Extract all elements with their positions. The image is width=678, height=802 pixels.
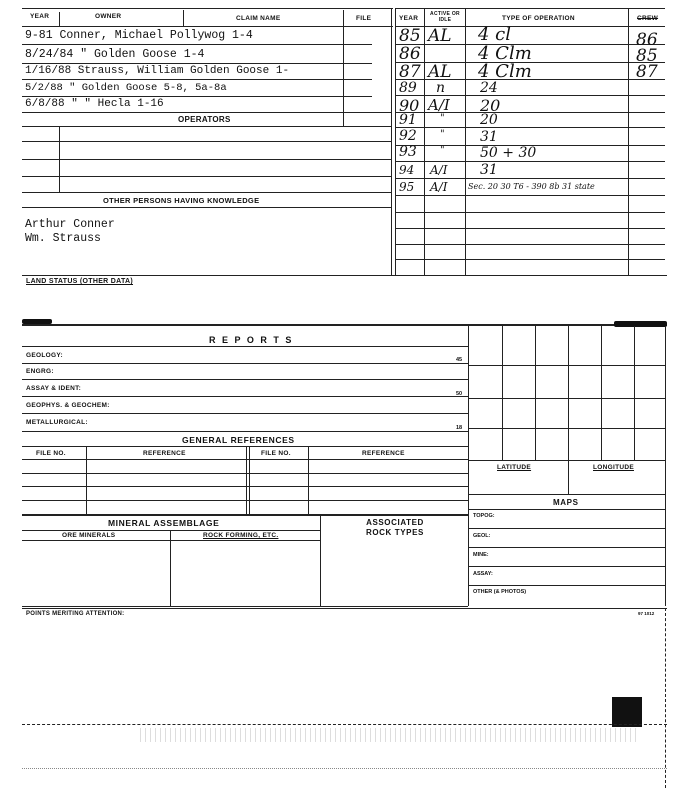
activity-year-91: 91 xyxy=(399,112,417,128)
activity-type-95: Sec. 20 30 T6 - 390 8b 31 state xyxy=(468,182,595,191)
report-num-45: 45 xyxy=(456,357,463,363)
activity-status-93: " xyxy=(440,145,445,156)
header-active-or-idle: ACTIVE OR IDLE xyxy=(430,11,460,23)
owner-row-5: 6/8/88 " " Hecla 1-16 xyxy=(25,98,164,110)
maps-title: MAPS xyxy=(553,498,579,507)
activity-year-89: 89 xyxy=(399,80,417,96)
report-row-assay: ASSAY & IDENT: xyxy=(26,385,82,392)
owner-row-2: 8/24/84 " Golden Goose 1-4 xyxy=(25,48,205,61)
activity-status-89: n xyxy=(436,80,446,96)
rock-forming-label: ROCK FORMING, ETC. xyxy=(203,532,279,539)
mineral-assemblage-title: MINERAL ASSEMBLAGE xyxy=(108,518,220,528)
activity-year-86: 86 xyxy=(399,44,421,64)
header-file: FILE xyxy=(356,15,372,22)
report-num-18: 18 xyxy=(456,425,463,431)
activity-type-86: 4 Clm xyxy=(478,43,532,64)
activity-crew-87: 87 xyxy=(636,62,658,82)
gr-header-reference-2: REFERENCE xyxy=(362,450,405,457)
gr-header-reference-1: REFERENCE xyxy=(143,450,186,457)
header-year-2: YEAR xyxy=(399,15,419,22)
report-row-engrg: ENGRG: xyxy=(26,368,54,375)
activity-status-94: A/I xyxy=(430,163,448,177)
activity-type-92: 31 xyxy=(480,129,498,145)
gr-header-file-no-1: FILE NO. xyxy=(36,450,66,457)
maps-other: OTHER (& PHOTOS) xyxy=(473,589,527,595)
other-person-2: Wm. Strauss xyxy=(25,232,101,245)
report-row-geology: GEOLOGY: xyxy=(26,352,63,359)
activity-year-85: 85 xyxy=(399,26,421,46)
header-claim-name: CLAIM NAME xyxy=(236,15,281,22)
report-num-50: 50 xyxy=(456,391,463,397)
activity-type-90: 20 xyxy=(480,96,501,115)
activity-status-91: " xyxy=(440,113,445,124)
operators-label: OPERATORS xyxy=(178,115,231,124)
general-references-title: GENERAL REFERENCES xyxy=(182,435,295,445)
activity-year-95: 95 xyxy=(399,180,415,194)
activity-year-93: 93 xyxy=(399,144,417,160)
report-row-metallurgical: METALLURGICAL: xyxy=(26,419,88,426)
maps-topog: TOPOG: xyxy=(473,513,495,519)
header-year: YEAR xyxy=(30,13,50,20)
activity-year-94: 94 xyxy=(399,163,415,177)
activity-status-87: AL xyxy=(428,62,452,82)
activity-status-95: A/I xyxy=(430,180,448,194)
land-status-label: LAND STATUS (OTHER DATA) xyxy=(26,278,134,285)
activity-type-85: 4 cl xyxy=(478,24,512,45)
maps-assay: ASSAY: xyxy=(473,571,493,577)
associated-rock-types: ASSOCIATED ROCK TYPES xyxy=(365,518,424,537)
report-row-geophys: GEOPHYS. & GEOCHEM: xyxy=(26,402,110,409)
other-person-1: Arthur Conner xyxy=(25,218,115,231)
activity-type-94: 31 xyxy=(480,162,498,178)
owner-row-1: 9-81 Conner, Michael Pollywog 1-4 xyxy=(25,29,253,42)
activity-status-92: " xyxy=(440,129,445,140)
header-crew: CREW xyxy=(637,15,659,22)
reports-title: R E P O R T S xyxy=(209,335,294,345)
longitude-label: LONGITUDE xyxy=(593,464,634,471)
header-owner: OWNER xyxy=(95,13,122,20)
gr-header-file-no-2: FILE NO. xyxy=(261,450,291,457)
owner-row-4: 5/2/88 " Golden Goose 5-8, 5a-8a xyxy=(25,82,227,94)
header-type-of-operation: TYPE OF OPERATION xyxy=(502,15,575,22)
activity-status-90: A/I xyxy=(428,96,450,114)
owner-row-3: 1/16/88 Strauss, William Golden Goose 1- xyxy=(25,65,290,77)
maps-geol: GEOL: xyxy=(473,533,491,539)
scan-noise xyxy=(140,728,640,742)
activity-year-90: 90 xyxy=(399,96,420,115)
activity-type-93: 50 + 30 xyxy=(480,145,537,161)
other-persons-label: OTHER PERSONS HAVING KNOWLEDGE xyxy=(103,196,260,205)
activity-type-89: 24 xyxy=(480,80,498,96)
ore-minerals-label: ORE MINERALS xyxy=(62,532,116,539)
activity-status-85: AL xyxy=(428,26,452,46)
maps-mine: MINE: xyxy=(473,552,489,558)
activity-type-87: 4 Clm xyxy=(478,61,532,82)
activity-type-91: 20 xyxy=(480,112,498,128)
activity-crew-86: 85 xyxy=(636,46,658,66)
form-number: 97 1012 xyxy=(638,611,655,616)
activity-crew-85: 86 xyxy=(636,30,658,50)
activity-year-92: 92 xyxy=(399,128,417,144)
latitude-label: LATITUDE xyxy=(497,464,532,471)
points-meriting-label: POINTS MERITING ATTENTION: xyxy=(26,611,125,617)
activity-year-87: 87 xyxy=(399,62,421,82)
